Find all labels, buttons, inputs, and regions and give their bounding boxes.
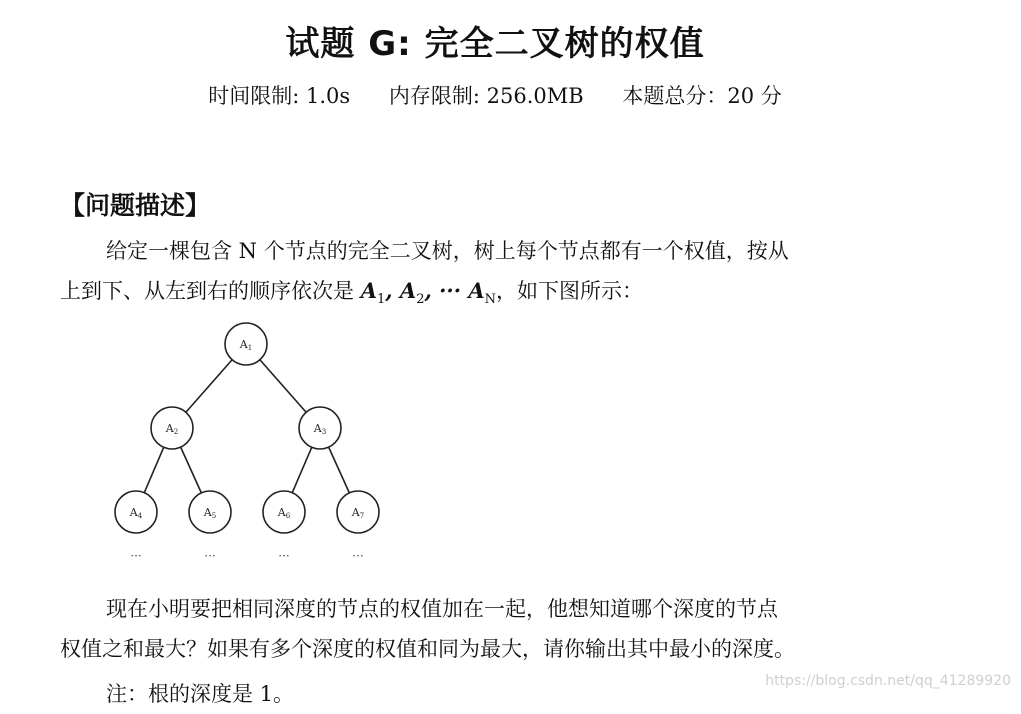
tree-node-label: A2 [165,422,179,436]
tree-node [337,491,379,533]
tree-nodes [115,323,379,533]
problem-title: 试题 G: 完全二叉树的权值 [285,24,705,64]
description-line-3: 现在小明要把相同深度的节点的权值加在一起，他想知道哪个深度的节点 [106,597,778,621]
problem-meta [0,80,990,110]
time-limit: 时间限制: 1.0s [208,84,351,108]
tree-edge [292,447,311,492]
description-line-1: 给定一棵包含 N 个节点的完全二叉树，树上每个节点都有一个权值，按从 [106,239,789,263]
binary-tree-diagram [100,316,400,576]
tree-ellipses [130,549,363,563]
tree-edge [329,447,350,493]
tree-edge [260,360,306,412]
csdn-watermark: https://blog.csdn.net/qq_41289920 [765,673,1011,689]
description-line-2: 上到下、从左到右的顺序依次是 $A_1$, $A_2$, ··· $A_N$，如下图所示： [60,278,644,308]
tree-node-label: A6 [277,506,291,520]
tree-node [225,323,267,365]
tree-edge [186,360,232,412]
tree-node-label: A7 [351,506,365,520]
tree-node-label: A1 [239,338,253,352]
tree-ellipsis: ··· [204,549,216,563]
note-paragraph: 注：根的深度是 1。 [106,682,295,706]
tree-node [115,491,157,533]
tree-node [263,491,305,533]
tree-ellipsis: ··· [352,549,364,563]
description-line-4: 权值之和最大？如果有多个深度的权值和同为最大，请你输出其中最小的深度。 [60,637,795,661]
tree-node-label: A3 [313,422,327,436]
tree-ellipsis: ··· [278,549,290,563]
tree-node-label: A4 [129,506,143,520]
memory-limit: 内存限制: 256.0MB [388,84,584,108]
tree-node-label: A5 [203,506,217,520]
total-score: 本题总分：20 分 [622,84,782,108]
description-paragraph-2 [60,589,940,669]
tree-edge [181,447,202,493]
tree-node [189,491,231,533]
tree-node [299,407,341,449]
tree-node [151,407,193,449]
tree-ellipsis: ··· [130,549,142,563]
tree-edge [144,447,163,492]
section-title: 【问题描述】 [60,191,211,220]
description-paragraph-1 [60,231,940,320]
